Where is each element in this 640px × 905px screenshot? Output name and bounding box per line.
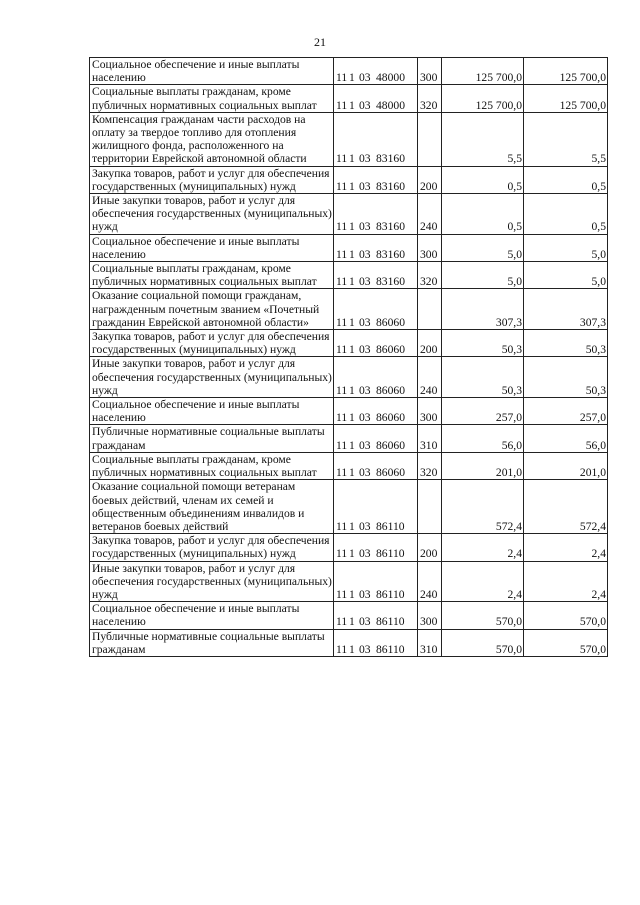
code-main-activity: 03 (359, 411, 371, 425)
row-amount-2: 2,4 (524, 561, 608, 602)
code-main-activity: 03 (359, 466, 371, 480)
code-direction: 86110 (376, 547, 405, 561)
table-row (90, 452, 608, 479)
code-direction: 83160 (376, 275, 405, 289)
page-number: 21 (314, 35, 326, 49)
row-target-code (334, 234, 418, 261)
row-amount-2: 257,0 (524, 398, 608, 425)
row-amount-2: 0,5 (524, 166, 608, 193)
code-main-activity: 03 (359, 152, 371, 166)
row-amount-2: 307,3 (524, 289, 608, 330)
row-description: Закупка товаров, работ и услуг для обеспечения государственных (муниципальных) нужд (90, 166, 334, 193)
row-amount-2: 5,0 (524, 234, 608, 261)
table-row (90, 534, 608, 561)
code-subprogram: 1 (349, 438, 355, 452)
row-description: Иные закупки товаров, работ и услуг для обеспечения государственных (муниципальных) нужд (90, 357, 334, 398)
row-expense-type: 240 (418, 357, 442, 398)
code-subprogram: 1 (349, 343, 355, 357)
code-direction: 83160 (376, 247, 405, 261)
code-program: 11 (336, 466, 348, 480)
code-subprogram: 1 (349, 547, 355, 561)
row-amount-2: 2,4 (524, 534, 608, 561)
row-amount-1: 5,5 (442, 112, 524, 166)
code-direction: 86060 (376, 343, 405, 357)
row-amount-1: 570,0 (442, 629, 524, 656)
row-amount-1: 125 700,0 (442, 85, 524, 112)
code-direction: 86110 (376, 519, 405, 533)
code-program: 11 (336, 411, 348, 425)
code-subprogram: 1 (349, 642, 355, 656)
row-amount-2: 570,0 (524, 629, 608, 656)
code-subprogram: 1 (349, 220, 355, 234)
table-row (90, 166, 608, 193)
code-program: 11 (336, 343, 348, 357)
row-description: Социальное обеспечение и иные выплаты населению (90, 398, 334, 425)
code-direction: 86110 (376, 615, 405, 629)
code-direction: 86110 (376, 587, 405, 601)
table-row (90, 194, 608, 235)
code-main-activity: 03 (359, 247, 371, 261)
table-row (90, 398, 608, 425)
code-direction: 86060 (376, 466, 405, 480)
row-amount-1: 307,3 (442, 289, 524, 330)
row-amount-1: 2,4 (442, 561, 524, 602)
code-subprogram: 1 (349, 247, 355, 261)
row-target-code (334, 85, 418, 112)
code-main-activity: 03 (359, 275, 371, 289)
row-description: Иные закупки товаров, работ и услуг для обеспечения государственных (муниципальных) нужд (90, 561, 334, 602)
code-subprogram: 1 (349, 615, 355, 629)
row-expense-type: 320 (418, 262, 442, 289)
row-amount-1: 125 700,0 (442, 58, 524, 85)
table-row (90, 58, 608, 85)
code-subprogram: 1 (349, 587, 355, 601)
row-target-code (334, 398, 418, 425)
row-target-code (334, 480, 418, 534)
code-subprogram: 1 (349, 383, 355, 397)
table-row (90, 629, 608, 656)
row-target-code (334, 561, 418, 602)
code-program: 11 (336, 615, 348, 629)
code-program: 11 (336, 71, 348, 85)
row-expense-type: 300 (418, 602, 442, 629)
table-row (90, 357, 608, 398)
code-subprogram: 1 (349, 71, 355, 85)
row-amount-1: 5,0 (442, 262, 524, 289)
code-direction: 86060 (376, 438, 405, 452)
code-main-activity: 03 (359, 343, 371, 357)
code-main-activity: 03 (359, 642, 371, 656)
code-program: 11 (336, 247, 348, 261)
code-main-activity: 03 (359, 438, 371, 452)
row-amount-2: 5,0 (524, 262, 608, 289)
row-target-code (334, 452, 418, 479)
row-amount-2: 570,0 (524, 602, 608, 629)
code-main-activity: 03 (359, 220, 371, 234)
row-amount-1: 572,4 (442, 480, 524, 534)
row-description: Публичные нормативные социальные выплаты гражданам (90, 629, 334, 656)
code-direction: 86060 (376, 383, 405, 397)
code-main-activity: 03 (359, 519, 371, 533)
row-amount-1: 50,3 (442, 357, 524, 398)
row-description: Социальные выплаты гражданам, кроме публичных нормативных социальных выплат (90, 85, 334, 112)
code-program: 11 (336, 383, 348, 397)
row-target-code (334, 330, 418, 357)
row-amount-2: 125 700,0 (524, 58, 608, 85)
row-amount-2: 5,5 (524, 112, 608, 166)
row-amount-1: 570,0 (442, 602, 524, 629)
row-amount-2: 125 700,0 (524, 85, 608, 112)
row-expense-type (418, 480, 442, 534)
code-program: 11 (336, 275, 348, 289)
row-target-code (334, 534, 418, 561)
code-main-activity: 03 (359, 547, 371, 561)
row-description: Социальное обеспечение и иные выплаты населению (90, 234, 334, 261)
row-description: Социальное обеспечение и иные выплаты населению (90, 602, 334, 629)
code-program: 11 (336, 220, 348, 234)
row-expense-type: 310 (418, 629, 442, 656)
code-program: 11 (336, 642, 348, 656)
code-subprogram: 1 (349, 275, 355, 289)
code-program: 11 (336, 98, 348, 112)
row-target-code (334, 262, 418, 289)
row-expense-type: 300 (418, 398, 442, 425)
table-row (90, 85, 608, 112)
row-target-code (334, 629, 418, 656)
code-subprogram: 1 (349, 179, 355, 193)
code-program: 11 (336, 587, 348, 601)
table-row (90, 289, 608, 330)
code-subprogram: 1 (349, 315, 355, 329)
code-program: 11 (336, 315, 348, 329)
row-expense-type: 300 (418, 234, 442, 261)
row-amount-1: 0,5 (442, 194, 524, 235)
row-expense-type: 200 (418, 330, 442, 357)
code-direction: 86060 (376, 411, 405, 425)
row-expense-type: 200 (418, 534, 442, 561)
table-row (90, 262, 608, 289)
code-direction: 86060 (376, 315, 405, 329)
row-description: Закупка товаров, работ и услуг для обеспечения государственных (муниципальных) нужд (90, 534, 334, 561)
row-amount-1: 0,5 (442, 166, 524, 193)
row-expense-type (418, 112, 442, 166)
code-program: 11 (336, 519, 348, 533)
row-amount-1: 2,4 (442, 534, 524, 561)
row-amount-2: 50,3 (524, 330, 608, 357)
row-expense-type: 200 (418, 166, 442, 193)
row-target-code (334, 602, 418, 629)
code-main-activity: 03 (359, 315, 371, 329)
row-target-code (334, 166, 418, 193)
row-description: Социальные выплаты гражданам, кроме публичных нормативных социальных выплат (90, 262, 334, 289)
code-program: 11 (336, 438, 348, 452)
row-description: Оказание социальной помощи ветеранам боевых действий, членам их семей и общественным объединениям инвалидов и ветеранов боевых действий (90, 480, 334, 534)
row-target-code (334, 357, 418, 398)
table-row (90, 480, 608, 534)
row-description: Социальное обеспечение и иные выплаты населению (90, 58, 334, 85)
table-row (90, 234, 608, 261)
row-amount-2: 56,0 (524, 425, 608, 452)
code-main-activity: 03 (359, 587, 371, 601)
row-amount-1: 201,0 (442, 452, 524, 479)
code-main-activity: 03 (359, 98, 371, 112)
row-target-code (334, 194, 418, 235)
code-program: 11 (336, 179, 348, 193)
row-amount-2: 50,3 (524, 357, 608, 398)
row-description: Социальные выплаты гражданам, кроме публичных нормативных социальных выплат (90, 452, 334, 479)
code-program: 11 (336, 547, 348, 561)
row-amount-2: 0,5 (524, 194, 608, 235)
row-amount-1: 50,3 (442, 330, 524, 357)
row-description: Публичные нормативные социальные выплаты гражданам (90, 425, 334, 452)
table-row (90, 112, 608, 166)
code-subprogram: 1 (349, 152, 355, 166)
row-expense-type: 310 (418, 425, 442, 452)
row-description: Закупка товаров, работ и услуг для обеспечения государственных (муниципальных) нужд (90, 330, 334, 357)
row-expense-type: 240 (418, 561, 442, 602)
row-expense-type: 320 (418, 85, 442, 112)
code-direction: 83160 (376, 179, 405, 193)
row-target-code (334, 112, 418, 166)
row-amount-1: 257,0 (442, 398, 524, 425)
code-subprogram: 1 (349, 411, 355, 425)
table-row (90, 561, 608, 602)
code-direction: 83160 (376, 220, 405, 234)
code-subprogram: 1 (349, 98, 355, 112)
row-description: Компенсация гражданам части расходов на оплату за твердое топливо для отопления жилищного фонда, расположенного на территории Еврейской автономной области (90, 112, 334, 166)
budget-table-body (90, 58, 608, 657)
table-row (90, 602, 608, 629)
row-description: Иные закупки товаров, работ и услуг для обеспечения государственных (муниципальных) нужд (90, 194, 334, 235)
row-amount-2: 201,0 (524, 452, 608, 479)
row-target-code (334, 289, 418, 330)
row-amount-1: 5,0 (442, 234, 524, 261)
code-direction: 86110 (376, 642, 405, 656)
code-direction: 83160 (376, 152, 405, 166)
table-row (90, 330, 608, 357)
code-direction: 48000 (376, 98, 405, 112)
code-program: 11 (336, 152, 348, 166)
code-subprogram: 1 (349, 466, 355, 480)
row-amount-1: 56,0 (442, 425, 524, 452)
budget-table (89, 57, 608, 657)
row-expense-type: 320 (418, 452, 442, 479)
code-main-activity: 03 (359, 615, 371, 629)
row-expense-type: 240 (418, 194, 442, 235)
code-main-activity: 03 (359, 71, 371, 85)
row-target-code (334, 425, 418, 452)
code-main-activity: 03 (359, 383, 371, 397)
row-description: Оказание социальной помощи гражданам, награжденным почетным званием «Почетный гражданин Еврейской автономной области» (90, 289, 334, 330)
code-direction: 48000 (376, 71, 405, 85)
row-expense-type (418, 289, 442, 330)
row-expense-type: 300 (418, 58, 442, 85)
row-target-code (334, 58, 418, 85)
row-amount-2: 572,4 (524, 480, 608, 534)
code-subprogram: 1 (349, 519, 355, 533)
code-main-activity: 03 (359, 179, 371, 193)
table-row (90, 425, 608, 452)
